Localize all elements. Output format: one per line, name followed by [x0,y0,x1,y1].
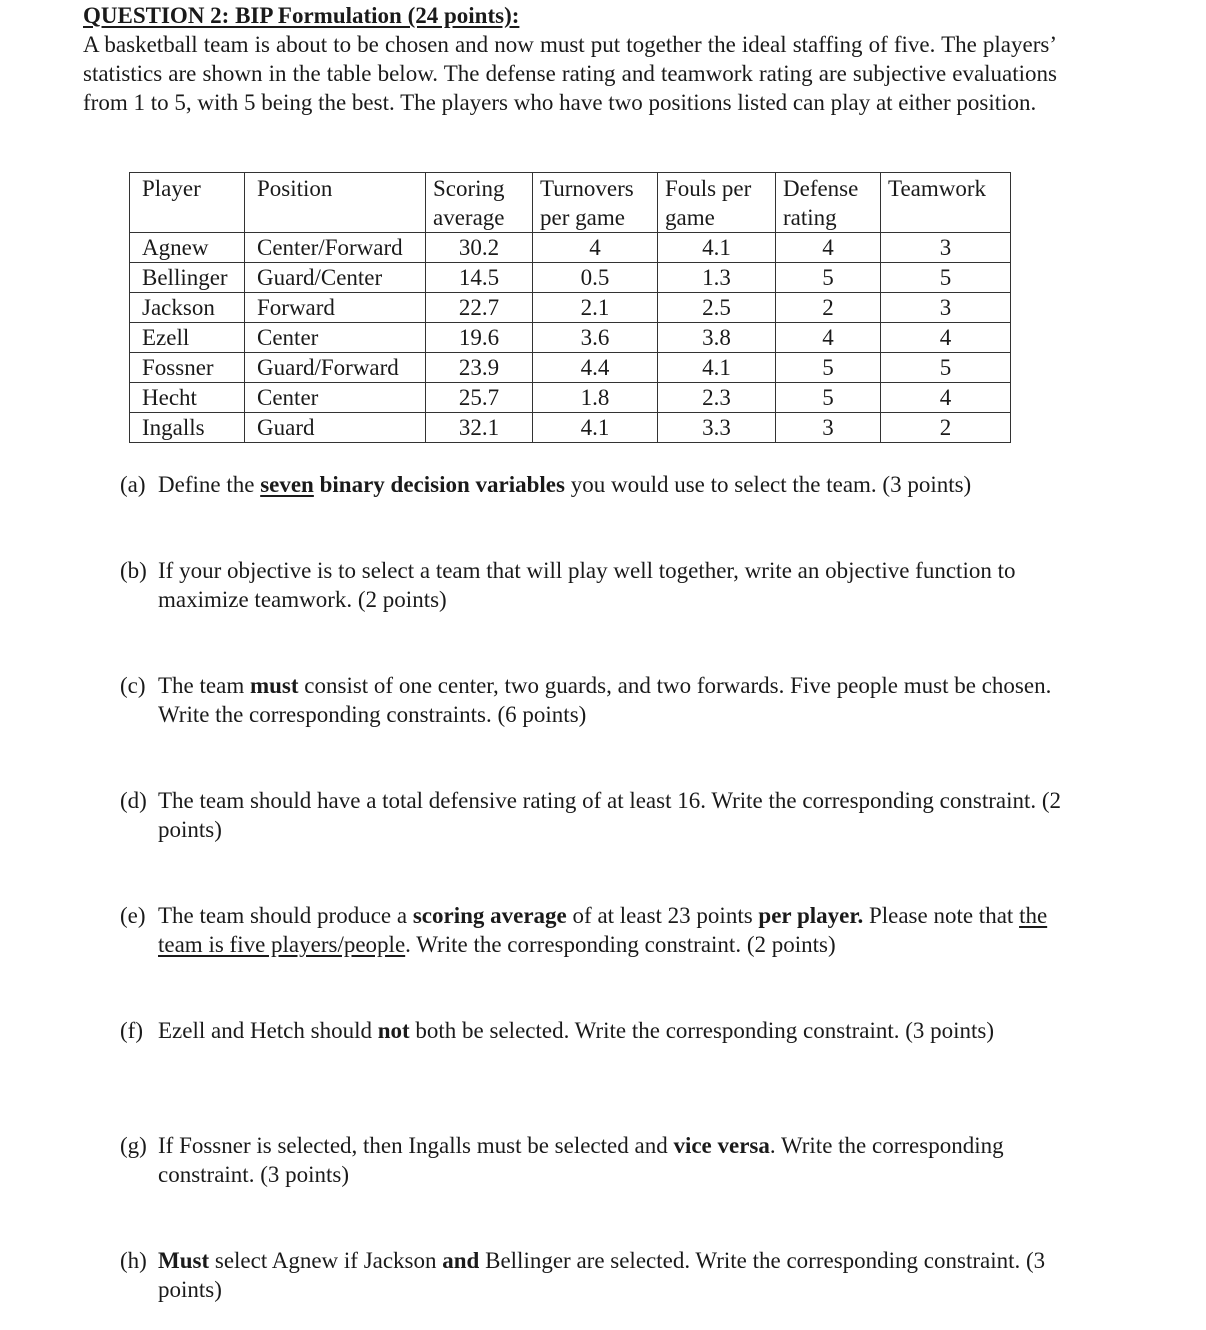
table-cell: Jackson [130,293,245,323]
question-item [120,671,1070,729]
question-title: QUESTION 2: BIP Formulation (24 points): [83,3,520,28]
question-item [120,901,1070,959]
table-cell: 3.8 [658,323,776,353]
table-cell: 32.1 [426,413,533,443]
table-cell: 1.8 [533,383,658,413]
question-text [158,470,1070,499]
question-text [158,671,1070,729]
question-text-segment: Must [158,1248,210,1273]
question-text-segment: If your objective is to select a team that will play well together, write an objective function to maximize teamwork. (2 points) [158,558,1016,612]
table-cell: Fossner [130,353,245,383]
column-header: Player [130,173,245,233]
question-text-segment: the team is five players/people [158,903,1048,957]
table-cell: 3 [881,293,1011,323]
table-cell: 22.7 [426,293,533,323]
table-cell: Guard/Forward [245,353,426,383]
table-cell: Ingalls [130,413,245,443]
table-row [130,233,1011,263]
table-row [130,323,1011,353]
question-label: (c) [120,673,146,698]
table-cell: 4 [776,233,881,263]
question-text-segment: Define the [158,472,261,497]
question-text-segment: must [249,673,299,698]
table-cell: Bellinger [130,263,245,293]
intro-paragraph: A basketball team is about to be chosen and now must put together the ideal staffing of five. The players’ statistics are shown in the table below. The defense rating and teamwork rating are subjective evaluations from 1 to 5, with 5 being the best. The players who have two positions listed can play at either position. [83,32,1057,115]
question-item [120,786,1070,844]
question-text [158,556,1070,614]
table-row [130,293,1011,323]
question-text-segment: . Write the corresponding constraint. (3 points) [158,1133,1004,1187]
question-text-segment: Please note that [863,903,1020,928]
table-cell: Center [245,383,426,413]
table-cell: 19.6 [426,323,533,353]
question-label: (f) [120,1018,143,1043]
question-label: (g) [120,1133,147,1158]
table-cell: 4 [776,323,881,353]
table-cell: 2.3 [658,383,776,413]
table-cell: 3.3 [658,413,776,443]
question-text [158,1246,1070,1304]
question-label: (h) [120,1248,147,1273]
table-cell: 30.2 [426,233,533,263]
table-row [130,263,1011,293]
question-item [120,1016,1070,1045]
table-cell: 3 [881,233,1011,263]
table-cell: 4.1 [658,233,776,263]
table-row [130,383,1011,413]
question-text-segment: Bellinger are selected. Write the corresponding constraint. (3 points) [158,1248,1046,1302]
question-label: (e) [120,903,146,928]
column-header: Defense rating [776,173,881,233]
table-cell: 14.5 [426,263,533,293]
table-cell: 3.6 [533,323,658,353]
table-cell: 4.1 [658,353,776,383]
question-text-segment: not [377,1018,410,1043]
question-text-segment: If Fossner is selected, then Ingalls must be selected and [158,1133,674,1158]
table-cell: 0.5 [533,263,658,293]
table-cell: 5 [881,263,1011,293]
table-cell: 4 [881,383,1011,413]
table-row [130,413,1011,443]
table-header-row [130,173,1011,233]
question-text-segment: The team should produce a [158,903,413,928]
table-cell: Guard [245,413,426,443]
question-item [120,470,1070,499]
question-item [120,1131,1070,1189]
table-cell: 25.7 [426,383,533,413]
column-header: Scoring average [426,173,533,233]
table-cell: 2.1 [533,293,658,323]
table-cell: 5 [776,263,881,293]
table-cell: Hecht [130,383,245,413]
table-cell: Forward [245,293,426,323]
question-text [158,901,1070,959]
question-text-segment: and [442,1248,480,1273]
column-header: Teamwork [881,173,1011,233]
table-cell: 2.5 [658,293,776,323]
player-stats-table [129,172,1011,443]
question-text [158,786,1070,844]
table-cell: 4 [881,323,1011,353]
table-cell: Center [245,323,426,353]
question-text-segment: . Write the corresponding constraint. (2 points) [405,932,836,957]
table-cell: 5 [776,383,881,413]
question-text [158,1016,1070,1045]
question-text-segment: consist of one center, two guards, and two forwards. Five people must be chosen. Write the corresponding constraints. (6 points) [158,673,1052,727]
question-text-segment: per player. [758,903,864,928]
table-cell: 4.1 [533,413,658,443]
table-cell: Agnew [130,233,245,263]
question-text-segment: vice versa [673,1133,770,1158]
question-item [120,1246,1070,1304]
table-cell: Ezell [130,323,245,353]
column-header: Position [245,173,426,233]
table-cell: 2 [881,413,1011,443]
question-text-segment: you would use to select the team. (3 points) [564,472,972,497]
column-header: Turnovers per game [533,173,658,233]
question-text-segment: select Agnew if Jackson [209,1248,443,1273]
table-cell: Guard/Center [245,263,426,293]
table-cell: 1.3 [658,263,776,293]
table-cell: 5 [881,353,1011,383]
question-text-segment: binary decision variables [319,472,565,497]
table-cell: 4.4 [533,353,658,383]
table-cell: 2 [776,293,881,323]
question-text-segment: seven [260,472,314,497]
table-cell: Center/Forward [245,233,426,263]
question-item [120,556,1070,614]
question-label: (a) [120,472,146,497]
table-cell: 23.9 [426,353,533,383]
question-text-segment: both be selected. Write the corresponding constraint. (3 points) [409,1018,995,1043]
question-label: (d) [120,788,147,813]
question-label: (b) [120,558,147,583]
question-text-segment: The team should have a total defensive rating of at least 16. Write the corresponding constraint. (2 points) [158,788,1062,842]
column-header: Fouls per game [658,173,776,233]
question-text-segment: Ezell and Hetch should [158,1018,378,1043]
table-cell: 3 [776,413,881,443]
question-text-segment: The team [158,673,250,698]
table-row [130,353,1011,383]
table-cell: 4 [533,233,658,263]
question-text [158,1131,1070,1189]
question-text-segment: of at least 23 points [566,903,759,928]
table-cell: 5 [776,353,881,383]
question-text-segment: scoring average [412,903,567,928]
